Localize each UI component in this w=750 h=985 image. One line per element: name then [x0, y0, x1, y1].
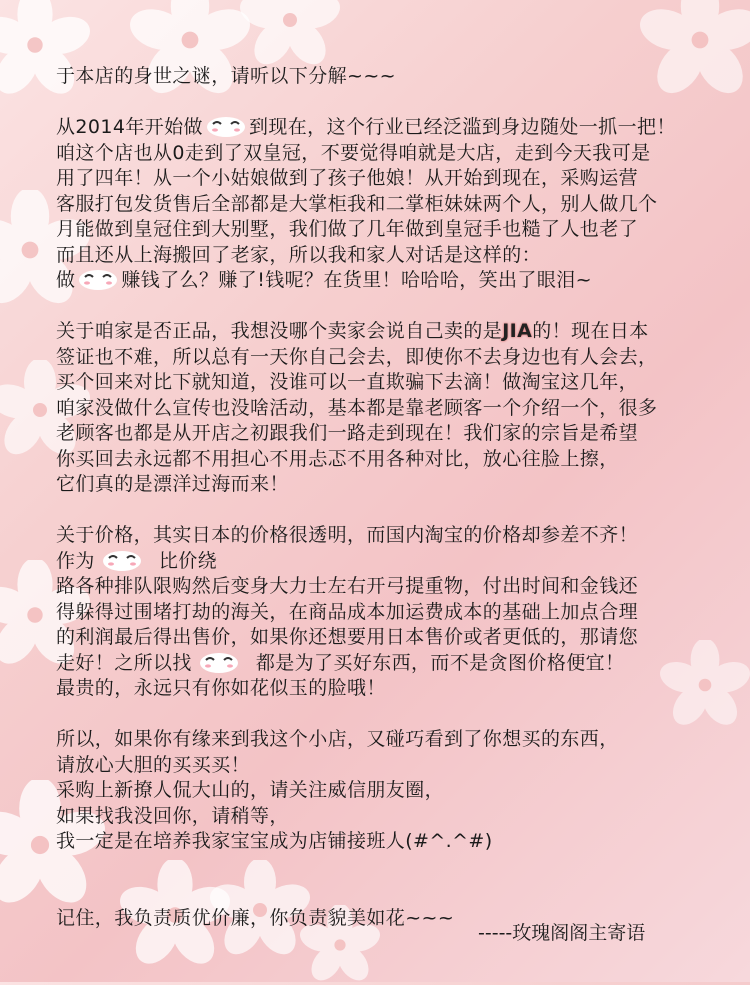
text-run: 到现在，这个行业已经泛滥到身边随处一抓一把！: [248, 116, 676, 138]
letter-line: 请放心大胆的买买买！: [56, 753, 251, 776]
letter-line: 我一定是在培养我家宝宝成为店铺接班人(#^.^#): [56, 830, 493, 852]
letter-line: 你买回去永远都不用担心不用忐忑不用各种对比，放心往脸上擦，: [56, 447, 619, 470]
letter-line: 记住，我负责质优价廉，你负责貌美如花~~~: [56, 906, 455, 929]
letter-line: 路各种排队限购然后变身大力士左右开弓提重物，付出时间和金钱还: [56, 575, 639, 597]
text-run: 从2014年开始做: [56, 116, 203, 138]
letter-line: 签证也不难，所以总有一天你自己会去，即使你不去身边也有人会去，: [56, 345, 658, 368]
text-run: 关于咱家是否正品，我想没哪个卖家会说自己卖的是: [56, 320, 503, 342]
letter-line: 关于价格，其实日本的价格很透明，而国内淘宝的价格却参差不齐！: [56, 524, 639, 546]
letter-line: 月能做到皇冠住到大别墅，我们做了几年做到皇冠手也糙了人也老了: [56, 218, 639, 240]
letter-line: 如果找我没回你，请稍等，: [56, 804, 289, 827]
letter-line: 采购上新撩人侃大山的，请关注威信朋友圈，: [56, 779, 445, 801]
text-run: 赚钱了么？赚了!钱呢？在货里！哈哈哈，笑出了眼泪~: [121, 269, 592, 291]
jia-text: JIA: [502, 320, 533, 342]
smiley-face-icon: [101, 549, 143, 571]
letter-line: [56, 115, 736, 141]
letter-line: 的利润最后得出售价，如果你还想要用日本售价或者更低的，那请您: [56, 626, 639, 648]
text-run: 走好！之所以找: [56, 651, 192, 674]
smiley-face-icon: [77, 268, 119, 290]
letter-line: 用了四年！从一个小姑娘做到了孩子他娘！从开始到现在，采购运营: [56, 167, 639, 189]
letter-line: 得躲得过围堵打劫的海关，在商品成本加运费成本的基础上加点合理: [56, 600, 639, 623]
text-run: 做: [56, 269, 76, 291]
flower-icon: [240, 0, 340, 70]
letter-line: [56, 319, 736, 345]
letter-line: 而且还从上海搬回了老家，所以我和家人对话是这样的：: [56, 243, 542, 266]
smiley-face-icon: [198, 651, 240, 673]
letter-line: 咱家没做什么宣传也没啥活动，基本都是靠老顾客一个介绍一个，很多: [56, 396, 658, 419]
letter-line: [56, 268, 736, 294]
letter-body: [56, 64, 736, 931]
smiley-face-icon: [205, 115, 247, 137]
text-run: 比价绕: [158, 549, 218, 572]
text-run: 作为: [56, 549, 95, 572]
letter-line: 所以，如果你有缘来到我这个小店，又碰巧看到了你想买的东西，: [56, 728, 619, 750]
letter-line: 咱这个店也从0走到了双皇冠，不要觉得咱就是大店，走到今天我可是: [56, 141, 651, 164]
letter-line: 买个回来对比下就知道，没谁可以一直欺骗下去滴！做淘宝这几年，: [56, 371, 639, 393]
letter-line: 最贵的，永远只有你如花似玉的脸哦！: [56, 677, 386, 699]
letter-line: 客服打包发货售后全部都是大掌柜我和二掌柜妹妹两个人，别人做几个: [56, 192, 658, 215]
text-run: 都是为了买好东西，而不是贪图价格便宜！: [255, 651, 625, 674]
letter-line: 它们真的是漂洋过海而来！: [56, 473, 289, 495]
letter-line: 于本店的身世之谜，请听以下分解~~~: [56, 65, 396, 87]
signature: -----玫瑰阁阁主寄语: [478, 922, 646, 944]
letter-line: 老顾客也都是从开店之初跟我们一路走到现在！我们家的宗旨是希望: [56, 422, 639, 444]
letter-line: [56, 549, 736, 575]
letter-line: [56, 651, 736, 677]
text-run: 的！现在日本: [532, 320, 649, 342]
